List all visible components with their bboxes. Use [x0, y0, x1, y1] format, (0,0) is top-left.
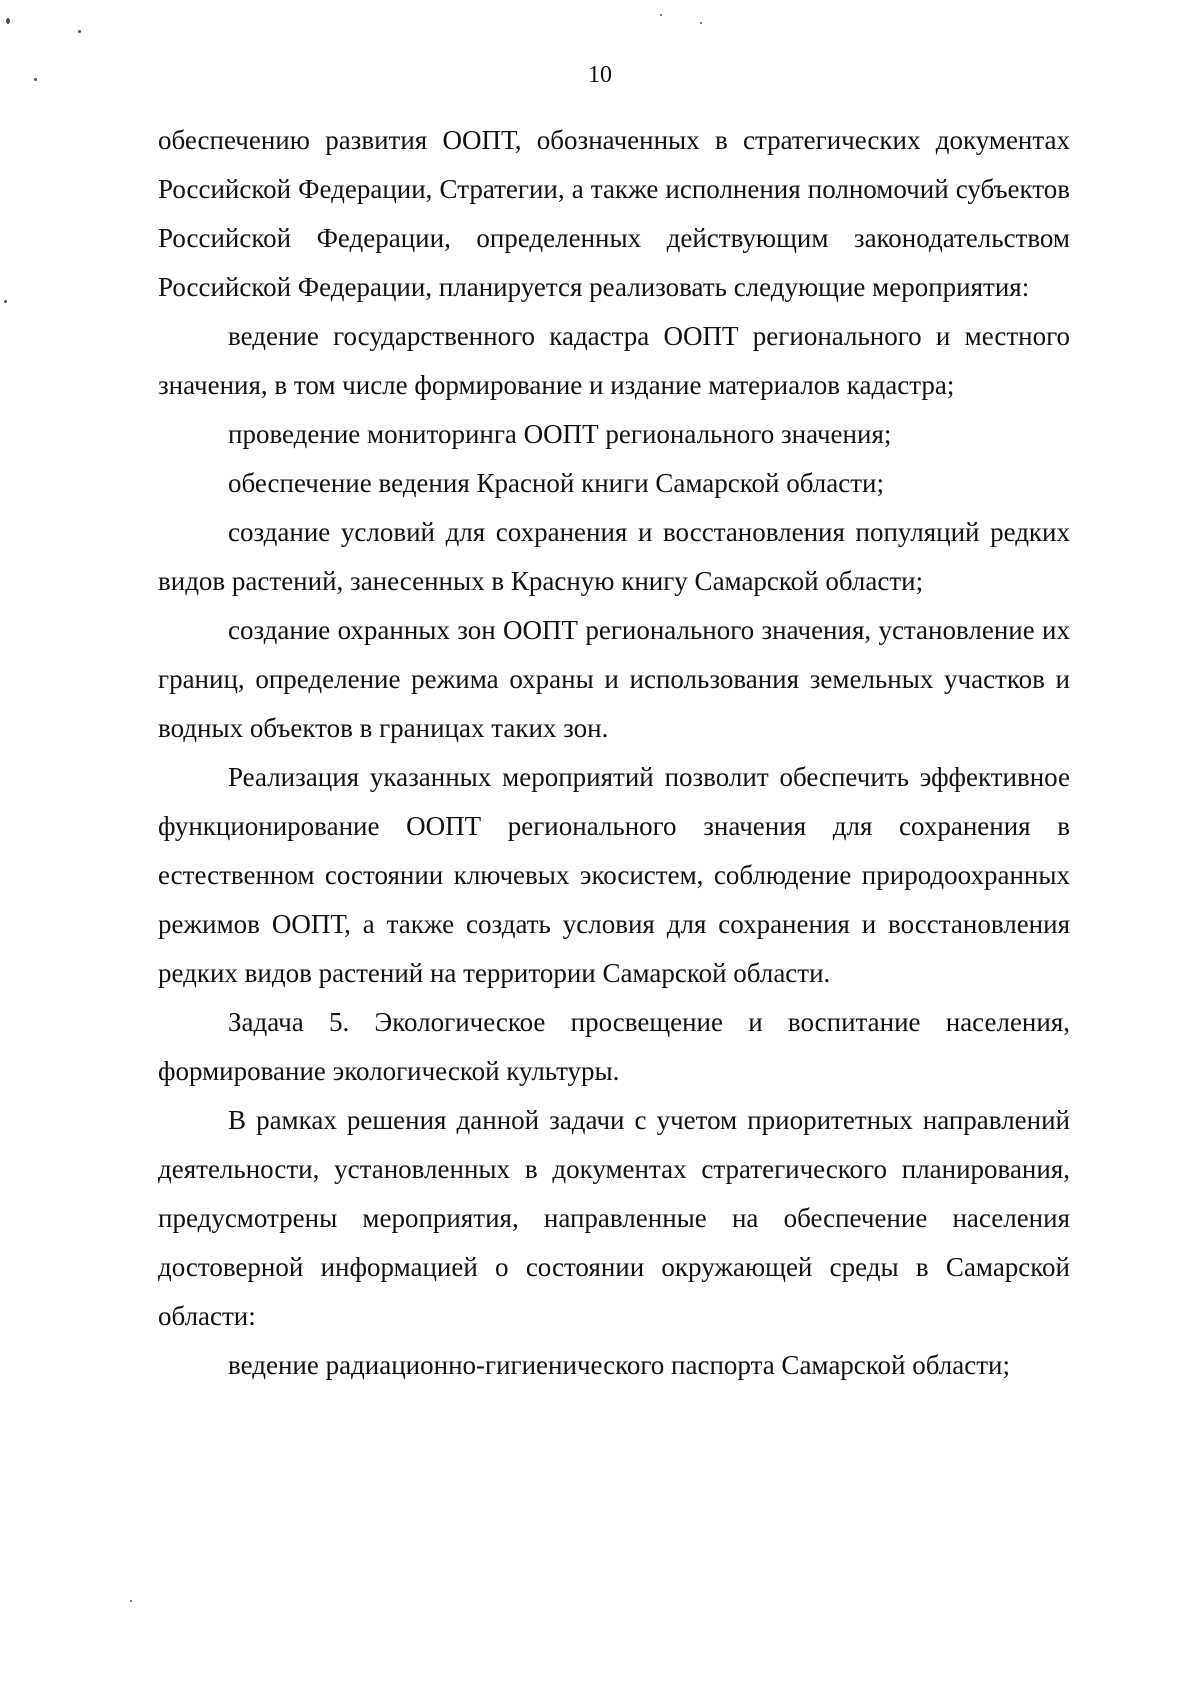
scan-speck — [130, 1600, 132, 1602]
list-item-cadastre: ведение государственного кадастра ООПТ регионального и местного значения, в том числе формирование и издание материалов кадастра; — [158, 321, 1070, 400]
list-item-red-book: обеспечение ведения Красной книги Самарской области; — [228, 468, 884, 498]
scan-speck — [6, 18, 10, 24]
paragraph-task-measures: В рамках решения данной задачи с учетом приоритетных направлений деятельности, установленных в документах стратегического планирования, предусмотрены мероприятия, направленные на обеспечение населения достоверной информацией о состоянии окружающей среды в Самарской области: — [158, 1105, 1070, 1331]
document-body — [158, 116, 1070, 1390]
scan-speck — [34, 78, 37, 81]
task-heading: Задача 5. Экологическое просвещение и воспитание населения, формирование экологической культуры. — [158, 1007, 1070, 1086]
list-item-populations: создание условий для сохранения и восстановления популяций редких видов растений, занесенных в Красную книгу Самарской области; — [158, 517, 1070, 596]
paragraph-outcome: Реализация указанных мероприятий позволит обеспечить эффективное функционирование ООПТ регионального значения для сохранения в естественном состоянии ключевых экосистем, соблюдение природоохранных режимов ООПТ, а также создать условия для сохранения и восстановления редких видов растений на территории Самарской области. — [158, 762, 1070, 988]
paragraph-intro: обеспечению развития ООПТ, обозначенных в стратегических документах Российской Федерации, Стратегии, а также исполнения полномочий субъектов Российской Федерации, определенных действующим законодательством Российской Федерации, планируется реализовать следующие мероприятия: — [158, 125, 1070, 302]
scan-speck — [4, 300, 7, 303]
list-item-monitoring: проведение мониторинга ООПТ регионального значения; — [228, 419, 892, 449]
list-item-protection-zones: создание охранных зон ООПТ регионального значения, установление их границ, определение режима охраны и использования земельных участков и водных объектов в границах таких зон. — [158, 615, 1070, 743]
scan-speck — [660, 14, 662, 16]
page-number: 10 — [588, 62, 612, 88]
scan-speck — [78, 30, 81, 33]
scan-speck — [700, 22, 702, 24]
list-item-radiation-passport: ведение радиационно-гигиенического паспорта Самарской области; — [228, 1350, 1010, 1380]
